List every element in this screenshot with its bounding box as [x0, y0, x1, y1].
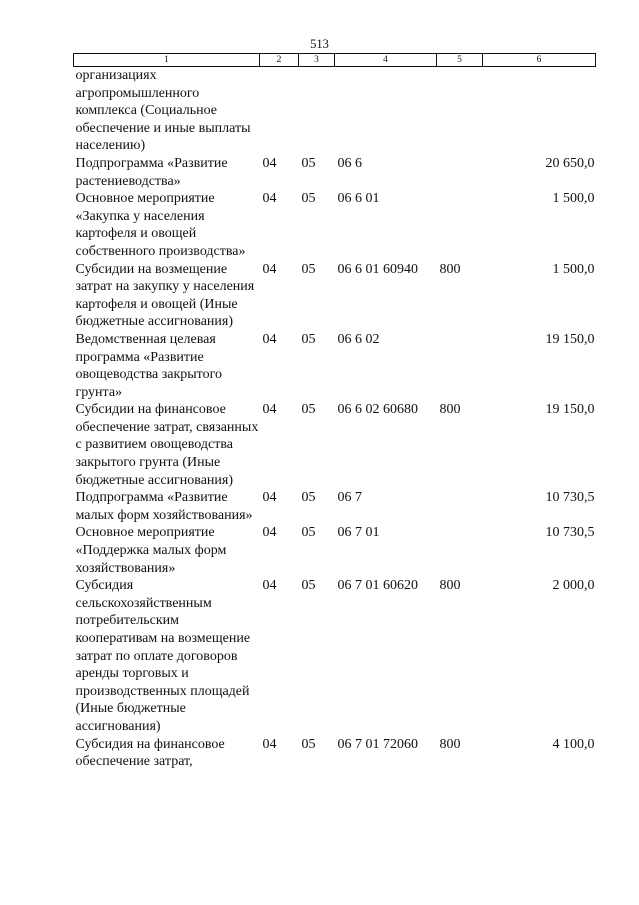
row-expense-type-cell: 800 — [439, 578, 461, 594]
row-expense-type-cell — [437, 489, 483, 524]
table-row — [74, 67, 596, 155]
row-name-cell: Субсидия сельскохозяйственным потребительским кооперативам на возмещение затрат по оплате договоров аренды торговых и производственных площадей (Иные бюджетные ассигнования) — [75, 578, 251, 734]
row-subsection-cell: 05 — [301, 490, 316, 506]
row-target-article-cell: 06 6 — [337, 155, 362, 171]
row-section-cell: 04 — [262, 525, 277, 541]
column-header-1: 1 — [74, 54, 260, 67]
row-target-article-cell: 06 6 02 — [337, 331, 380, 347]
table-body — [74, 67, 596, 771]
column-header-5: 5 — [437, 54, 483, 67]
row-expense-type-cell — [437, 155, 483, 190]
row-subsection-cell: 05 — [301, 261, 316, 277]
row-name-cell: Субсидии на финансовое обеспечение затрат, связанных с развитием овощеводства закрытого грунта (Иные бюджетные ассигнования) — [75, 402, 259, 488]
table-row — [74, 261, 596, 331]
row-target-article-cell: 06 7 01 60620 — [337, 578, 418, 594]
table-header — [74, 54, 596, 67]
row-section-cell: 04 — [262, 736, 277, 752]
row-expense-type-cell: 800 — [439, 261, 461, 277]
row-expense-type-cell — [437, 190, 483, 260]
row-subsection-cell: 05 — [301, 402, 316, 418]
row-subsection-cell: 05 — [301, 331, 316, 347]
row-amount-cell: 20 650,0 — [545, 155, 595, 171]
row-target-article-cell: 06 6 01 — [337, 191, 380, 207]
table-row — [74, 489, 596, 524]
row-expense-type-cell — [437, 524, 483, 577]
row-section-cell: 04 — [262, 490, 277, 506]
row-target-article-cell: 06 6 01 60940 — [337, 261, 418, 277]
row-subsection-cell — [299, 67, 335, 155]
table-row — [74, 190, 596, 260]
row-amount-cell: 4 100,0 — [552, 736, 595, 752]
row-amount-cell: 2 000,0 — [552, 578, 595, 594]
row-subsection-cell: 05 — [301, 191, 316, 207]
row-subsection-cell: 05 — [301, 578, 316, 594]
row-name-cell: Основное мероприятие «Поддержка малых форм хозяйствования» — [75, 525, 227, 576]
row-target-article-cell: 06 7 01 — [337, 525, 380, 541]
row-section-cell: 04 — [262, 578, 277, 594]
row-amount-cell: 10 730,5 — [545, 525, 595, 541]
row-name-cell: Основное мероприятие «Закупка у населения картофеля и овощей собственного производства» — [75, 191, 246, 259]
row-name-cell: Подпрограмма «Развитие растениеводства» — [75, 155, 228, 189]
row-expense-type-cell: 800 — [439, 402, 461, 418]
table-row — [74, 401, 596, 489]
row-section-cell: 04 — [262, 402, 277, 418]
row-name-cell: Ведомственная целевая программа «Развитие овощеводства закрытого грунта» — [75, 331, 222, 400]
table-row — [74, 524, 596, 577]
row-section-cell: 04 — [262, 191, 277, 207]
row-section-cell: 04 — [262, 331, 277, 347]
table-row — [74, 155, 596, 190]
column-header-3: 3 — [299, 54, 335, 67]
table-row — [74, 331, 596, 401]
page-number: 513 — [310, 37, 329, 51]
column-header-2: 2 — [260, 54, 299, 67]
row-target-article-cell — [335, 67, 437, 155]
row-section-cell: 04 — [262, 261, 277, 277]
table-row — [74, 736, 596, 771]
row-name-cell: Подпрограмма «Развитие малых форм хозяйствования» — [75, 490, 253, 523]
row-target-article-cell: 06 7 — [337, 490, 362, 506]
row-section-cell — [260, 67, 299, 155]
row-target-article-cell: 06 7 01 72060 — [337, 736, 418, 752]
row-name-cell: Субсидии на возмещение затрат на закупку у населения картофеля и овощей (Иные бюджетные ассигнования) — [75, 261, 255, 330]
row-amount-cell: 10 730,5 — [545, 490, 595, 506]
row-expense-type-cell: 800 — [439, 736, 461, 752]
column-header-4: 4 — [335, 54, 437, 67]
row-expense-type-cell — [437, 331, 483, 401]
row-subsection-cell: 05 — [301, 736, 316, 752]
row-section-cell: 04 — [262, 155, 277, 171]
row-name-cell: организациях агропромышленного комплекса (Социальное обеспечение и иные выплаты населению) — [75, 68, 251, 154]
table-row — [74, 577, 596, 735]
row-amount-cell: 1 500,0 — [552, 261, 595, 277]
row-subsection-cell: 05 — [301, 525, 316, 541]
row-name-cell: Субсидия на финансовое обеспечение затрат, — [75, 736, 225, 770]
row-expense-type-cell — [437, 67, 483, 155]
row-amount-cell — [483, 67, 596, 155]
row-amount-cell: 1 500,0 — [552, 191, 595, 207]
row-amount-cell: 19 150,0 — [545, 331, 595, 347]
row-subsection-cell: 05 — [301, 155, 316, 171]
row-target-article-cell: 06 6 02 60680 — [337, 402, 418, 418]
budget-table — [73, 53, 596, 771]
row-amount-cell: 19 150,0 — [545, 402, 595, 418]
column-header-6: 6 — [483, 54, 596, 67]
header-row — [74, 54, 596, 67]
